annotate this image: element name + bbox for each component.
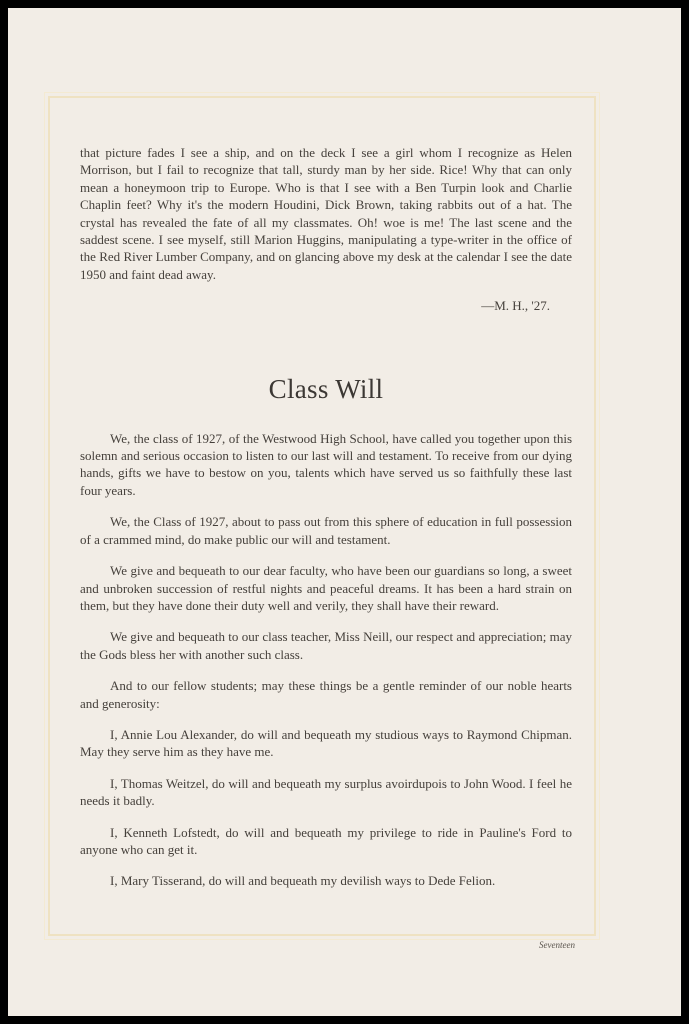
will-paragraph: We give and bequeath to our dear faculty, who have been our guardians so long, a sweet and unbroken succession of restful nights and peaceful dreams. It has been a hard strain on them, but they have done their duty well and verily, they shall have their reward. bbox=[80, 563, 572, 613]
will-paragraph: I, Annie Lou Alexander, do will and bequeath my studious ways to Raymond Chipman. May they serve him as they have me. bbox=[80, 726, 572, 760]
will-paragraph: I, Kenneth Lofstedt, do will and bequeath my privilege to ride in Pauline's Ford to anyone who can get it. bbox=[80, 824, 572, 857]
document-page bbox=[8, 8, 681, 1016]
signature: —M. H., '27. bbox=[481, 298, 550, 314]
section-title: Class Will bbox=[268, 373, 384, 404]
will-paragraph: We, the Class of 1927, about to pass out from this sphere of education in full possession of a crammed mind, do make public our will and testament. bbox=[80, 514, 572, 547]
will-paragraph: We, the class of 1927, of the Westwood High School, have called you together upon this solemn and serious occasion to listen to our last will and testament. To receive from our dying hands, gifts we have to bestow on you, talents which have served us so faithfully these last four years. bbox=[80, 430, 572, 498]
will-paragraph: I, Thomas Weitzel, do will and bequeath my surplus avoirdupois to John Wood. I feel he needs it badly. bbox=[80, 775, 572, 809]
will-paragraph: And to our fellow students; may these things be a gentle reminder of our noble hearts and generosity: bbox=[80, 678, 572, 711]
page-content bbox=[80, 144, 572, 904]
page-number: Seventeen bbox=[539, 940, 575, 950]
intro-paragraph: that picture fades I see a ship, and on the deck I see a girl whom I recognize as Helen Morrison, but I fail to recognize that tall, sturdy man by her side. Rice! Why that can only mean a honeymoon trip to Europe. Who is that I see with a Ben Turpin look and Charlie Chaplin feet? Why it's the modern Houdini, Dick Brown, taking rabbits out of a hat. The crystal has revealed the fate of all my classmates. Oh! woe is me! The last scene and the saddest scene. I see myself, still Marion Huggins, manipulating a type-writer in the office of the Red River Lumber Company, and on glancing above my desk at the calendar I see the date 1950 and faint dead away. bbox=[80, 145, 572, 282]
will-paragraph: We give and bequeath to our class teacher, Miss Neill, our respect and appreciation; may the Gods bless her with another such class. bbox=[80, 629, 572, 662]
will-paragraph: I, Mary Tisserand, do will and bequeath my devilish ways to Dede Felion. bbox=[110, 873, 496, 889]
